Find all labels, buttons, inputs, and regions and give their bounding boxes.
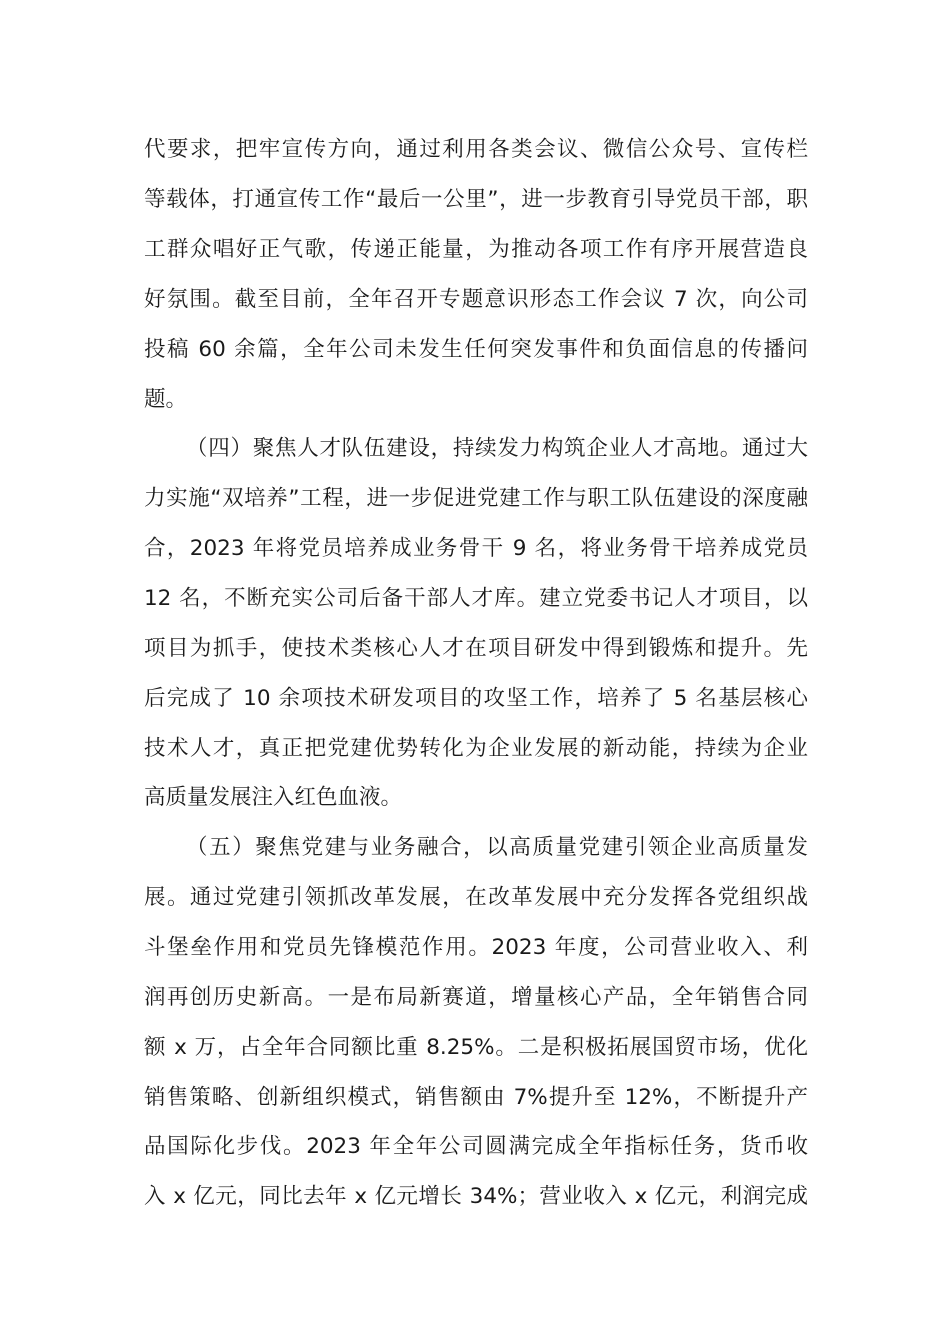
text-line: 入 x 亿元，同比去年 x 亿元增长 34%；营业收入 x 亿元，利润完成 (144, 1184, 808, 1209)
text-line: 后完成了 10 余项技术研发项目的攻坚工作，培养了 5 名基层核心 (144, 686, 808, 711)
text-line: 题。 (144, 387, 188, 412)
text-line: 工群众唱好正气歌，传递正能量，为推动各项工作有序开展营造良 (144, 237, 808, 262)
text-line: 品国际化步伐。2023 年全年公司圆满完成全年指标任务，货币收 (144, 1134, 808, 1159)
text-line: 项目为抓手，使技术类核心人才在项目研发中得到锻炼和提升。先 (144, 636, 808, 661)
text-line: 12 名，不断充实公司后备干部人才库。建立党委书记人才项目，以 (144, 586, 808, 611)
text-line: 展。通过党建引领抓改革发展，在改革发展中充分发挥各党组织战 (144, 885, 808, 910)
text-line: 力实施“双培养”工程，进一步促进党建工作与职工队伍建设的深度融 (144, 486, 808, 511)
text-line: 高质量发展注入红色血液。 (144, 785, 403, 810)
text-line: 额 x 万，占全年合同额比重 8.25%。二是积极拓展国贸市场，优化 (144, 1035, 808, 1060)
text-line: 技术人才，真正把党建优势转化为企业发展的新动能，持续为企业 (144, 736, 808, 761)
paragraph-heading-line: （五）聚焦党建与业务融合，以高质量党建引领企业高质量发 (186, 835, 808, 860)
text-line: 好氛围。截至目前，全年召开专题意识形态工作会议 7 次，向公司 (144, 287, 808, 312)
text-line: 投稿 60 余篇，全年公司未发生任何突发事件和负面信息的传播问 (144, 337, 808, 362)
text-line: 合，2023 年将党员培养成业务骨干 9 名，将业务骨干培养成党员 (144, 536, 808, 561)
text-line: 销售策略、创新组织模式，销售额由 7%提升至 12%，不断提升产 (144, 1085, 808, 1110)
text-line: 代要求，把牢宣传方向，通过利用各类会议、微信公众号、宣传栏 (144, 137, 808, 162)
text-line: 斗堡垒作用和党员先锋模范作用。2023 年度，公司营业收入、利 (144, 935, 808, 960)
text-line: 等载体，打通宣传工作“最后一公里”，进一步教育引导党员干部，职 (144, 187, 808, 212)
text-line: 润再创历史新高。一是布局新赛道，增量核心产品，全年销售合同 (144, 985, 808, 1010)
paragraph-heading-line: （四）聚焦人才队伍建设，持续发力构筑企业人才高地。通过大 (186, 436, 808, 461)
